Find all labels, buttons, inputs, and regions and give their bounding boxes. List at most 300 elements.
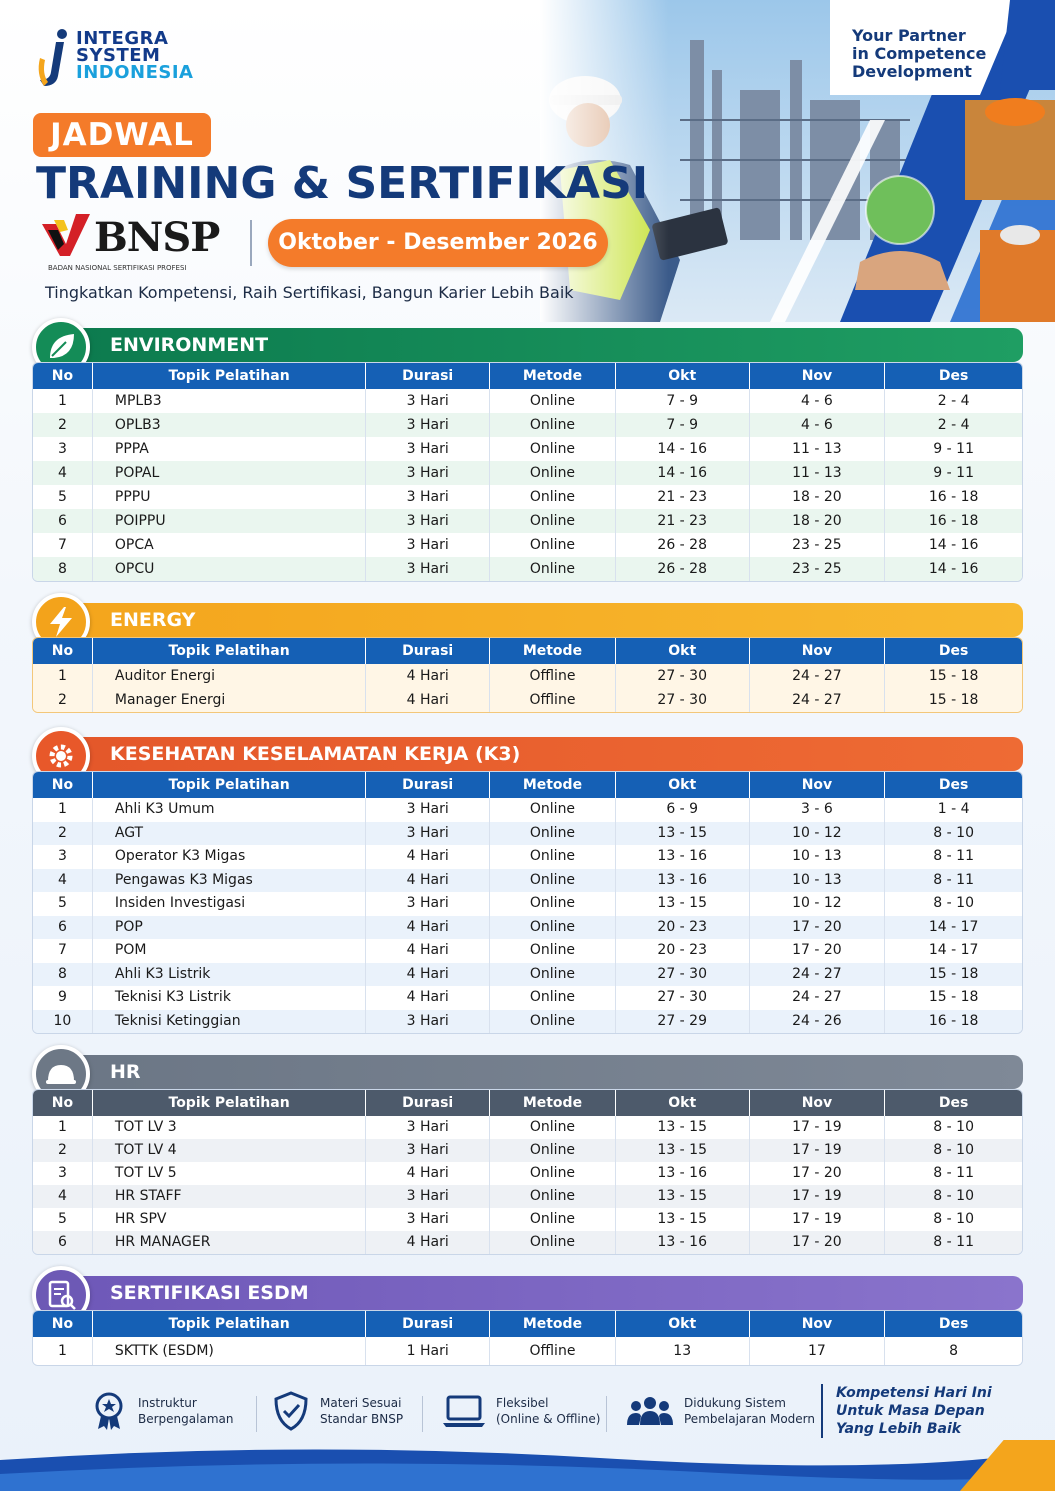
cell-dec: 8 - 11 [933, 1234, 974, 1250]
table-body [33, 389, 1022, 581]
feature-line2: Berpengalaman [138, 1412, 234, 1426]
cell-oct: 21 - 23 [616, 509, 750, 533]
section-title: KESEHATAN KESELAMATAN KERJA (K3) [62, 737, 1023, 771]
table-body [33, 664, 1022, 712]
cell-no: 1 [33, 1337, 93, 1365]
column-header-oct: Okt [616, 363, 750, 389]
column-header-duration: Durasi [366, 772, 490, 798]
cell-oct: 21 - 23 [616, 485, 750, 509]
cell-topic: POM [93, 939, 366, 963]
cell-oct: 27 - 30 [616, 963, 750, 987]
divider [422, 1396, 423, 1432]
cell-no: 2 [33, 413, 93, 437]
column-header-method: Metode [490, 1311, 616, 1337]
cell-duration: 3 Hari [366, 533, 490, 557]
column-header-oct: Okt [616, 772, 750, 798]
logo-line2: SYSTEM [76, 45, 161, 66]
slogan-line1: Kompetensi Hari Ini [836, 1385, 992, 1401]
cell-nov: 10 - 12 [750, 892, 886, 916]
cell-method: Online [490, 389, 616, 413]
logo-line3: INDONESIA [76, 62, 194, 83]
footer-features [76, 1378, 996, 1448]
section-title: ENVIRONMENT [62, 328, 1023, 362]
cell-oct: 13 - 16 [616, 845, 750, 869]
integra-logo [36, 28, 236, 90]
cell-duration: 4 Hari [366, 939, 490, 963]
jadwal-badge: JADWAL [33, 113, 211, 157]
cell-nov: 23 - 25 [750, 557, 886, 581]
column-header-no: No [33, 1311, 93, 1337]
cell-nov: 10 - 13 [750, 845, 886, 869]
cell-no: 4 [33, 869, 93, 893]
cell-no: 2 [33, 822, 93, 846]
cell-dec: 16 - 18 [928, 489, 979, 505]
column-header-oct: Okt [616, 638, 750, 664]
feature-line2: (Online & Offline) [496, 1412, 601, 1426]
cell-nov: 24 - 27 [750, 986, 886, 1010]
table-header [33, 363, 1022, 389]
feature-instructor [90, 1378, 233, 1444]
column-header-nov: Nov [750, 638, 886, 664]
column-header-method: Metode [490, 638, 616, 664]
cell-no: 7 [33, 939, 93, 963]
cell-duration: 3 Hari [366, 892, 490, 916]
cell-topic: Operator K3 Migas [93, 845, 366, 869]
cell-no: 10 [33, 1010, 93, 1034]
cell-no: 1 [33, 664, 93, 688]
cell-nov: 3 - 6 [750, 798, 886, 822]
cell-topic: HR MANAGER [93, 1231, 366, 1254]
cell-method: Online [490, 798, 616, 822]
table-row [33, 557, 1022, 581]
cell-method: Online [490, 963, 616, 987]
cell-method: Online [490, 986, 616, 1010]
cell-duration: 3 Hari [366, 413, 490, 437]
schedule-table [32, 362, 1023, 582]
cell-topic: SKTTK (ESDM) [93, 1337, 366, 1365]
cell-duration: 3 Hari [366, 509, 490, 533]
footer-wave [0, 1440, 1055, 1491]
table-row [33, 963, 1022, 987]
column-header-no: No [33, 1090, 93, 1116]
column-header-dec: Des [938, 1316, 969, 1332]
cell-nov: 18 - 20 [750, 485, 886, 509]
cell-oct: 27 - 30 [616, 688, 750, 712]
table-row [33, 389, 1022, 413]
cell-topic: OPLB3 [93, 413, 366, 437]
cell-no: 5 [33, 892, 93, 916]
table-row [33, 1116, 1022, 1139]
cell-topic: Pengawas K3 Migas [93, 869, 366, 893]
cell-topic: POIPPU [93, 509, 366, 533]
bnsp-label: BNSP [94, 214, 220, 261]
cell-oct: 13 - 15 [616, 1185, 750, 1208]
cell-oct: 27 - 30 [616, 986, 750, 1010]
cell-method: Offline [490, 688, 616, 712]
cell-method: Online [490, 845, 616, 869]
cell-dec: 8 - 10 [933, 1188, 974, 1204]
table-row [33, 939, 1022, 963]
column-header-nov: Nov [750, 772, 886, 798]
cell-method: Online [490, 509, 616, 533]
cell-no: 6 [33, 1231, 93, 1254]
cell-dec: 15 - 18 [928, 692, 979, 708]
slogan [836, 1384, 992, 1438]
table-row [33, 1139, 1022, 1162]
table-row [33, 892, 1022, 916]
cell-oct: 13 - 16 [616, 869, 750, 893]
table-row [33, 485, 1022, 509]
column-header-topic: Topik Pelatihan [93, 363, 366, 389]
column-header-dec: Des [938, 368, 969, 384]
table-row [33, 688, 1022, 712]
cell-dec: 2 - 4 [937, 417, 970, 433]
table-header [33, 1311, 1022, 1337]
cell-duration: 3 Hari [366, 389, 490, 413]
cell-dec: 8 - 10 [933, 1119, 974, 1135]
cell-topic: TOT LV 3 [93, 1116, 366, 1139]
cell-no: 1 [33, 389, 93, 413]
cell-nov: 17 - 20 [750, 916, 886, 940]
cell-method: Online [490, 1116, 616, 1139]
feature-materials [272, 1378, 403, 1444]
feature-line1: Fleksibel [496, 1396, 549, 1410]
cell-topic: TOT LV 4 [93, 1139, 366, 1162]
column-header-nov: Nov [750, 1090, 886, 1116]
cell-dec: 15 - 18 [928, 668, 979, 684]
cell-method: Online [490, 533, 616, 557]
divider [250, 220, 252, 266]
people-icon [626, 1391, 674, 1431]
cell-oct: 13 - 15 [616, 1139, 750, 1162]
cell-nov: 17 [750, 1337, 886, 1365]
cell-method: Online [490, 892, 616, 916]
column-header-method: Metode [490, 363, 616, 389]
cell-dec: 14 - 16 [928, 561, 979, 577]
cell-nov: 10 - 12 [750, 822, 886, 846]
cell-no: 8 [33, 963, 93, 987]
cell-nov: 24 - 27 [750, 664, 886, 688]
column-header-topic: Topik Pelatihan [93, 772, 366, 798]
table-row [33, 1162, 1022, 1185]
table-row [33, 1208, 1022, 1231]
cell-dec: 9 - 11 [933, 465, 974, 481]
cell-oct: 7 - 9 [616, 389, 750, 413]
cell-duration: 3 Hari [366, 437, 490, 461]
table-row [33, 1337, 1022, 1365]
cell-oct: 13 - 15 [616, 892, 750, 916]
table-row [33, 1231, 1022, 1254]
table-body [33, 1337, 1022, 1365]
feature-line1: Instruktur [138, 1396, 197, 1410]
cell-oct: 13 - 16 [616, 1162, 750, 1185]
cell-duration: 4 Hari [366, 986, 490, 1010]
cell-no: 3 [33, 437, 93, 461]
cell-no: 1 [33, 798, 93, 822]
partner-line3: Development [852, 62, 972, 81]
cell-topic: PPPA [93, 437, 366, 461]
cell-no: 8 [33, 557, 93, 581]
cell-method: Online [490, 1185, 616, 1208]
table-row [33, 1010, 1022, 1034]
divider [821, 1384, 823, 1438]
feature-line1: Materi Sesuai [320, 1396, 402, 1410]
cell-nov: 17 - 20 [750, 1231, 886, 1254]
cell-nov: 4 - 6 [750, 413, 886, 437]
cell-method: Online [490, 939, 616, 963]
column-header-no: No [33, 772, 93, 798]
cell-method: Online [490, 485, 616, 509]
cell-duration: 4 Hari [366, 1162, 490, 1185]
cell-duration: 3 Hari [366, 1116, 490, 1139]
cell-oct: 27 - 29 [616, 1010, 750, 1034]
bnsp-logo [40, 210, 235, 276]
column-header-method: Metode [490, 1090, 616, 1116]
schedule-table [32, 1089, 1023, 1255]
cell-dec: 14 - 16 [928, 537, 979, 553]
cell-method: Online [490, 1010, 616, 1034]
cell-dec: 8 - 10 [933, 895, 974, 911]
cell-nov: 17 - 19 [750, 1139, 886, 1162]
cell-duration: 4 Hari [366, 869, 490, 893]
cell-dec: 16 - 18 [928, 513, 979, 529]
shield-check-icon [272, 1391, 310, 1431]
column-header-nov: Nov [750, 1311, 886, 1337]
cell-topic: Teknisi K3 Listrik [93, 986, 366, 1010]
cell-duration: 3 Hari [366, 822, 490, 846]
schedule-table [32, 1310, 1023, 1366]
partner-line2: in Competence [852, 44, 987, 63]
cell-nov: 17 - 19 [750, 1185, 886, 1208]
cell-topic: Manager Energi [93, 688, 366, 712]
cell-duration: 4 Hari [366, 664, 490, 688]
cell-oct: 20 - 23 [616, 916, 750, 940]
column-header-topic: Topik Pelatihan [93, 1090, 366, 1116]
logo-line1: INTEGRA [76, 28, 169, 49]
period-badge: Oktober - Desember 2026 [268, 219, 608, 267]
cell-duration: 1 Hari [366, 1337, 490, 1365]
column-header-dec: Des [938, 643, 969, 659]
cell-no: 5 [33, 1208, 93, 1231]
cell-topic: OPCU [93, 557, 366, 581]
cell-topic: Ahli K3 Umum [93, 798, 366, 822]
cell-dec: 16 - 18 [928, 1012, 979, 1029]
table-body [33, 1116, 1022, 1254]
cell-topic: HR STAFF [93, 1185, 366, 1208]
table-row [33, 798, 1022, 822]
cell-dec: 9 - 11 [933, 441, 974, 457]
cell-topic: POP [93, 916, 366, 940]
cell-no: 4 [33, 1185, 93, 1208]
cell-dec: 15 - 18 [928, 965, 979, 982]
column-header-dec: Des [938, 1095, 969, 1111]
cell-nov: 17 - 19 [750, 1116, 886, 1139]
cell-method: Online [490, 822, 616, 846]
feature-line2: Pembelajaran Modern [684, 1412, 815, 1426]
cell-topic: AGT [93, 822, 366, 846]
column-header-nov: Nov [750, 363, 886, 389]
table-row [33, 1185, 1022, 1208]
cell-method: Online [490, 413, 616, 437]
column-header-no: No [33, 363, 93, 389]
table-row [33, 916, 1022, 940]
schedule-table [32, 771, 1023, 1034]
cell-dec: 14 - 17 [928, 918, 979, 935]
cell-oct: 13 - 15 [616, 1116, 750, 1139]
slogan-line3: Yang Lebih Baik [836, 1421, 962, 1437]
cell-duration: 3 Hari [366, 485, 490, 509]
cell-nov: 24 - 27 [750, 688, 886, 712]
cell-nov: 4 - 6 [750, 389, 886, 413]
table-header [33, 772, 1022, 798]
cell-duration: 3 Hari [366, 1208, 490, 1231]
cell-duration: 3 Hari [366, 798, 490, 822]
column-header-dec: Des [938, 777, 969, 793]
table-row [33, 986, 1022, 1010]
cell-dec: 2 - 4 [937, 393, 970, 409]
feature-flexible [442, 1378, 600, 1444]
cell-no: 2 [33, 1139, 93, 1162]
cell-nov: 23 - 25 [750, 533, 886, 557]
cell-method: Offline [490, 664, 616, 688]
table-row [33, 461, 1022, 485]
table-row [33, 869, 1022, 893]
cell-no: 9 [33, 986, 93, 1010]
table-row [33, 509, 1022, 533]
cell-dec: 8 - 11 [933, 848, 974, 864]
cell-dec: 14 - 17 [928, 942, 979, 958]
cell-no: 7 [33, 533, 93, 557]
cell-no: 6 [33, 916, 93, 940]
cell-oct: 13 - 16 [616, 1231, 750, 1254]
cell-duration: 4 Hari [366, 688, 490, 712]
cell-topic: POPAL [93, 461, 366, 485]
cell-duration: 3 Hari [366, 1139, 490, 1162]
cell-dec: 8 [949, 1343, 959, 1359]
cell-topic: Auditor Energi [93, 664, 366, 688]
cell-no: 3 [33, 1162, 93, 1185]
cell-duration: 4 Hari [366, 963, 490, 987]
divider [606, 1396, 607, 1432]
column-header-duration: Durasi [366, 363, 490, 389]
cell-no: 2 [33, 688, 93, 712]
cell-dec: 8 - 11 [933, 871, 974, 888]
cell-no: 6 [33, 509, 93, 533]
column-header-topic: Topik Pelatihan [93, 1311, 366, 1337]
cell-method: Online [490, 461, 616, 485]
cell-nov: 17 - 19 [750, 1208, 886, 1231]
cell-oct: 14 - 16 [616, 437, 750, 461]
cell-oct: 13 - 15 [616, 1208, 750, 1231]
cell-no: 3 [33, 845, 93, 869]
cell-dec: 8 - 11 [933, 1165, 974, 1181]
bnsp-subtitle: BADAN NASIONAL SERTIFIKASI PROFESI [48, 264, 187, 272]
cell-nov: 17 - 20 [750, 939, 886, 963]
cell-oct: 26 - 28 [616, 533, 750, 557]
cell-topic: TOT LV 5 [93, 1162, 366, 1185]
cell-method: Online [490, 1231, 616, 1254]
cell-nov: 18 - 20 [750, 509, 886, 533]
cell-duration: 4 Hari [366, 916, 490, 940]
feature-line1: Didukung Sistem [684, 1396, 786, 1410]
cell-method: Online [490, 437, 616, 461]
cell-oct: 14 - 16 [616, 461, 750, 485]
cell-nov: 24 - 27 [750, 963, 886, 987]
schedule-table [32, 637, 1023, 713]
column-header-method: Metode [490, 772, 616, 798]
table-row [33, 845, 1022, 869]
cell-method: Online [490, 1162, 616, 1185]
cell-nov: 11 - 13 [750, 437, 886, 461]
column-header-duration: Durasi [366, 1090, 490, 1116]
cell-oct: 6 - 9 [616, 798, 750, 822]
cell-nov: 10 - 13 [750, 869, 886, 893]
cell-method: Online [490, 1208, 616, 1231]
section-title: SERTIFIKASI ESDM [62, 1276, 1023, 1310]
cell-oct: 13 - 15 [616, 822, 750, 846]
cell-method: Online [490, 916, 616, 940]
cell-duration: 3 Hari [366, 557, 490, 581]
cell-duration: 4 Hari [366, 1231, 490, 1254]
cell-topic: MPLB3 [93, 389, 366, 413]
table-row [33, 533, 1022, 557]
table-row [33, 413, 1022, 437]
cell-no: 4 [33, 461, 93, 485]
cell-oct: 13 [616, 1337, 750, 1365]
laptop-icon [442, 1391, 486, 1431]
cell-method: Online [490, 557, 616, 581]
table-body [33, 798, 1022, 1033]
divider [256, 1396, 257, 1432]
column-header-duration: Durasi [366, 638, 490, 664]
cell-dec: 8 - 10 [933, 1211, 974, 1227]
cell-nov: 17 - 20 [750, 1162, 886, 1185]
award-icon [90, 1391, 128, 1431]
cell-oct: 20 - 23 [616, 939, 750, 963]
cell-method: Online [490, 869, 616, 893]
cell-dec: 8 - 10 [933, 1142, 974, 1158]
cell-topic: Insiden Investigasi [93, 892, 366, 916]
feature-system [626, 1378, 815, 1444]
cell-nov: 24 - 26 [750, 1010, 886, 1034]
cell-method: Offline [490, 1337, 616, 1365]
cell-topic: Ahli K3 Listrik [93, 963, 366, 987]
cell-no: 1 [33, 1116, 93, 1139]
integra-i-icon [36, 28, 70, 90]
partner-text [852, 27, 986, 81]
column-header-oct: Okt [616, 1090, 750, 1116]
cell-oct: 27 - 30 [616, 664, 750, 688]
cell-topic: OPCA [93, 533, 366, 557]
column-header-topic: Topik Pelatihan [93, 638, 366, 664]
cell-dec: 8 - 10 [933, 824, 974, 841]
cell-method: Online [490, 1139, 616, 1162]
cell-duration: 3 Hari [366, 1185, 490, 1208]
table-row [33, 437, 1022, 461]
partner-line1: Your Partner [852, 26, 966, 45]
slogan-line2: Untuk Masa Depan [836, 1403, 985, 1419]
page-title: TRAINING & SERTIFIKASI [36, 158, 649, 209]
bnsp-emblem-icon [40, 210, 92, 260]
feature-line2: Standar BNSP [320, 1412, 404, 1426]
cell-oct: 7 - 9 [616, 413, 750, 437]
cell-duration: 3 Hari [366, 461, 490, 485]
table-header [33, 1090, 1022, 1116]
cell-oct: 26 - 28 [616, 557, 750, 581]
cell-topic: PPPU [93, 485, 366, 509]
cell-duration: 4 Hari [366, 845, 490, 869]
section-title: ENERGY [62, 603, 1023, 637]
